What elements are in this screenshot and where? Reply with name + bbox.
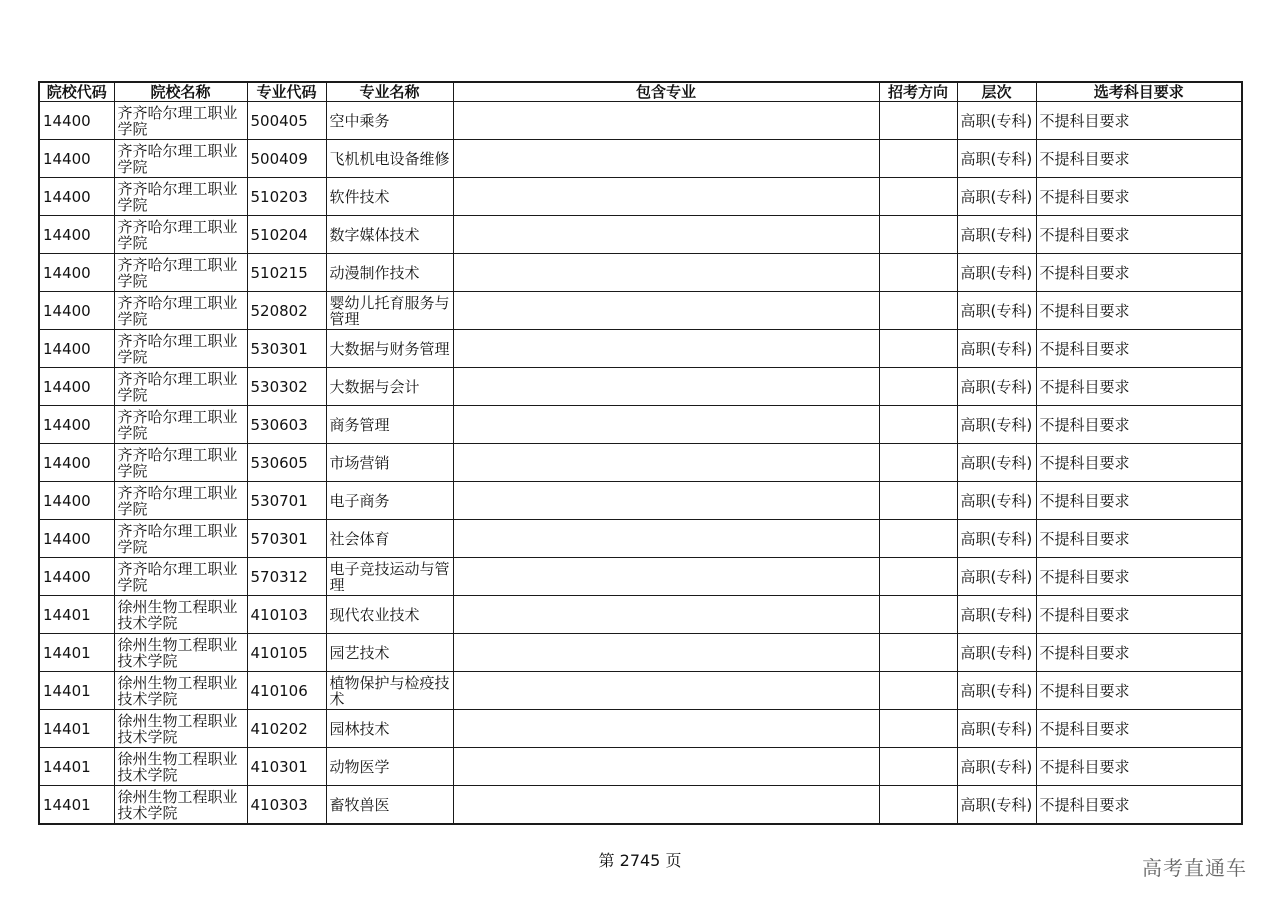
cell-school-code: 14401 (39, 748, 114, 786)
cell-subject-requirement: 不提科目要求 (1036, 672, 1242, 710)
cell-exam-direction (879, 368, 957, 406)
table-row (39, 596, 1242, 634)
cell-exam-direction (879, 520, 957, 558)
cell-subject-requirement: 不提科目要求 (1036, 102, 1242, 140)
cell-level: 高职(专科) (957, 368, 1036, 406)
cell-subject-requirement: 不提科目要求 (1036, 292, 1242, 330)
column-header-subject-requirement: 选考科目要求 (1036, 82, 1242, 102)
cell-included-majors (453, 596, 879, 634)
cell-school-name: 齐齐哈尔理工职业学院 (114, 406, 247, 444)
cell-subject-requirement: 不提科目要求 (1036, 482, 1242, 520)
cell-school-code: 14401 (39, 710, 114, 748)
cell-included-majors (453, 368, 879, 406)
cell-school-code: 14400 (39, 368, 114, 406)
cell-school-code: 14400 (39, 482, 114, 520)
cell-level: 高职(专科) (957, 178, 1036, 216)
cell-school-name: 齐齐哈尔理工职业学院 (114, 444, 247, 482)
cell-exam-direction (879, 482, 957, 520)
cell-exam-direction (879, 140, 957, 178)
cell-school-code: 14401 (39, 596, 114, 634)
cell-major-code: 410301 (247, 748, 326, 786)
cell-level: 高职(专科) (957, 102, 1036, 140)
cell-school-code: 14400 (39, 102, 114, 140)
cell-school-code: 14401 (39, 672, 114, 710)
cell-school-name: 齐齐哈尔理工职业学院 (114, 178, 247, 216)
cell-school-code: 14400 (39, 330, 114, 368)
cell-level: 高职(专科) (957, 672, 1036, 710)
column-header-exam-direction: 招考方向 (879, 82, 957, 102)
cell-included-majors (453, 292, 879, 330)
cell-major-code: 530302 (247, 368, 326, 406)
table-row (39, 520, 1242, 558)
cell-school-name: 徐州生物工程职业技术学院 (114, 710, 247, 748)
cell-major-name: 婴幼儿托育服务与管理 (326, 292, 453, 330)
cell-subject-requirement: 不提科目要求 (1036, 444, 1242, 482)
cell-major-name: 电子竞技运动与管理 (326, 558, 453, 596)
cell-major-code: 510215 (247, 254, 326, 292)
cell-exam-direction (879, 444, 957, 482)
cell-major-name: 市场营销 (326, 444, 453, 482)
column-header-school-code: 院校代码 (39, 82, 114, 102)
table-row (39, 786, 1242, 825)
cell-exam-direction (879, 216, 957, 254)
table-row (39, 178, 1242, 216)
cell-subject-requirement: 不提科目要求 (1036, 216, 1242, 254)
cell-included-majors (453, 444, 879, 482)
cell-included-majors (453, 558, 879, 596)
cell-subject-requirement: 不提科目要求 (1036, 596, 1242, 634)
cell-included-majors (453, 102, 879, 140)
cell-level: 高职(专科) (957, 254, 1036, 292)
cell-major-code: 510203 (247, 178, 326, 216)
cell-included-majors (453, 520, 879, 558)
cell-included-majors (453, 178, 879, 216)
cell-subject-requirement: 不提科目要求 (1036, 330, 1242, 368)
table-row (39, 672, 1242, 710)
cell-included-majors (453, 482, 879, 520)
cell-school-name: 齐齐哈尔理工职业学院 (114, 558, 247, 596)
cell-major-code: 410106 (247, 672, 326, 710)
cell-school-name: 齐齐哈尔理工职业学院 (114, 292, 247, 330)
cell-included-majors (453, 330, 879, 368)
cell-major-name: 社会体育 (326, 520, 453, 558)
table-row (39, 558, 1242, 596)
cell-school-code: 14400 (39, 216, 114, 254)
cell-major-name: 园艺技术 (326, 634, 453, 672)
cell-included-majors (453, 216, 879, 254)
cell-included-majors (453, 140, 879, 178)
table-row (39, 292, 1242, 330)
cell-exam-direction (879, 292, 957, 330)
cell-major-code: 520802 (247, 292, 326, 330)
cell-major-code: 570301 (247, 520, 326, 558)
cell-major-name: 电子商务 (326, 482, 453, 520)
cell-subject-requirement: 不提科目要求 (1036, 710, 1242, 748)
cell-level: 高职(专科) (957, 482, 1036, 520)
column-header-major-code: 专业代码 (247, 82, 326, 102)
cell-level: 高职(专科) (957, 786, 1036, 825)
cell-major-code: 410105 (247, 634, 326, 672)
cell-level: 高职(专科) (957, 140, 1036, 178)
cell-exam-direction (879, 634, 957, 672)
cell-school-name: 徐州生物工程职业技术学院 (114, 596, 247, 634)
cell-major-code: 510204 (247, 216, 326, 254)
cell-major-code: 500409 (247, 140, 326, 178)
cell-subject-requirement: 不提科目要求 (1036, 406, 1242, 444)
cell-exam-direction (879, 672, 957, 710)
cell-subject-requirement: 不提科目要求 (1036, 254, 1242, 292)
cell-school-name: 徐州生物工程职业技术学院 (114, 634, 247, 672)
cell-major-name: 数字媒体技术 (326, 216, 453, 254)
cell-major-name: 畜牧兽医 (326, 786, 453, 825)
column-header-school-name: 院校名称 (114, 82, 247, 102)
watermark-text: 高考直通车 (1142, 856, 1247, 880)
cell-school-name: 徐州生物工程职业技术学院 (114, 748, 247, 786)
cell-school-code: 14400 (39, 444, 114, 482)
cell-subject-requirement: 不提科目要求 (1036, 748, 1242, 786)
table-row (39, 406, 1242, 444)
cell-school-code: 14400 (39, 254, 114, 292)
cell-exam-direction (879, 406, 957, 444)
cell-level: 高职(专科) (957, 444, 1036, 482)
cell-major-code: 530603 (247, 406, 326, 444)
cell-level: 高职(专科) (957, 710, 1036, 748)
cell-major-code: 530301 (247, 330, 326, 368)
cell-level: 高职(专科) (957, 634, 1036, 672)
cell-level: 高职(专科) (957, 330, 1036, 368)
cell-level: 高职(专科) (957, 596, 1036, 634)
cell-school-name: 齐齐哈尔理工职业学院 (114, 140, 247, 178)
cell-subject-requirement: 不提科目要求 (1036, 558, 1242, 596)
cell-included-majors (453, 748, 879, 786)
cell-major-code: 530701 (247, 482, 326, 520)
cell-school-name: 徐州生物工程职业技术学院 (114, 672, 247, 710)
cell-major-name: 大数据与财务管理 (326, 330, 453, 368)
cell-school-code: 14400 (39, 292, 114, 330)
cell-level: 高职(专科) (957, 406, 1036, 444)
cell-exam-direction (879, 254, 957, 292)
table-row (39, 482, 1242, 520)
cell-school-name: 齐齐哈尔理工职业学院 (114, 368, 247, 406)
cell-exam-direction (879, 710, 957, 748)
cell-school-name: 齐齐哈尔理工职业学院 (114, 254, 247, 292)
cell-included-majors (453, 710, 879, 748)
cell-included-majors (453, 786, 879, 825)
cell-school-code: 14401 (39, 634, 114, 672)
table-row (39, 368, 1242, 406)
cell-major-name: 现代农业技术 (326, 596, 453, 634)
cell-exam-direction (879, 330, 957, 368)
cell-subject-requirement: 不提科目要求 (1036, 368, 1242, 406)
cell-school-name: 齐齐哈尔理工职业学院 (114, 102, 247, 140)
cell-subject-requirement: 不提科目要求 (1036, 178, 1242, 216)
cell-major-name: 空中乘务 (326, 102, 453, 140)
table-row (39, 140, 1242, 178)
cell-major-name: 动漫制作技术 (326, 254, 453, 292)
table-row (39, 254, 1242, 292)
table-row (39, 710, 1242, 748)
cell-level: 高职(专科) (957, 558, 1036, 596)
cell-major-name: 植物保护与检疫技术 (326, 672, 453, 710)
cell-school-code: 14400 (39, 178, 114, 216)
cell-subject-requirement: 不提科目要求 (1036, 634, 1242, 672)
table-row (39, 102, 1242, 140)
table-row (39, 634, 1242, 672)
cell-school-code: 14400 (39, 558, 114, 596)
cell-included-majors (453, 254, 879, 292)
cell-school-name: 齐齐哈尔理工职业学院 (114, 482, 247, 520)
cell-school-name: 齐齐哈尔理工职业学院 (114, 216, 247, 254)
table-body (39, 102, 1242, 825)
cell-major-name: 飞机机电设备维修 (326, 140, 453, 178)
cell-major-code: 410103 (247, 596, 326, 634)
cell-major-code: 570312 (247, 558, 326, 596)
cell-level: 高职(专科) (957, 748, 1036, 786)
table-row (39, 330, 1242, 368)
table-row (39, 444, 1242, 482)
cell-exam-direction (879, 596, 957, 634)
cell-major-code: 530605 (247, 444, 326, 482)
table-header (39, 82, 1242, 102)
cell-major-name: 动物医学 (326, 748, 453, 786)
cell-school-code: 14401 (39, 786, 114, 825)
column-header-included-majors: 包含专业 (453, 82, 879, 102)
cell-major-name: 软件技术 (326, 178, 453, 216)
column-header-level: 层次 (957, 82, 1036, 102)
cell-major-code: 500405 (247, 102, 326, 140)
cell-exam-direction (879, 178, 957, 216)
cell-major-name: 园林技术 (326, 710, 453, 748)
cell-level: 高职(专科) (957, 216, 1036, 254)
header-row (39, 82, 1242, 102)
cell-level: 高职(专科) (957, 520, 1036, 558)
cell-exam-direction (879, 558, 957, 596)
table-row (39, 748, 1242, 786)
cell-subject-requirement: 不提科目要求 (1036, 140, 1242, 178)
column-header-major-name: 专业名称 (326, 82, 453, 102)
cell-school-code: 14400 (39, 520, 114, 558)
cell-school-code: 14400 (39, 406, 114, 444)
cell-included-majors (453, 406, 879, 444)
cell-subject-requirement: 不提科目要求 (1036, 520, 1242, 558)
cell-school-name: 齐齐哈尔理工职业学院 (114, 330, 247, 368)
cell-subject-requirement: 不提科目要求 (1036, 786, 1242, 825)
cell-exam-direction (879, 748, 957, 786)
cell-exam-direction (879, 786, 957, 825)
cell-school-code: 14400 (39, 140, 114, 178)
cell-included-majors (453, 634, 879, 672)
cell-level: 高职(专科) (957, 292, 1036, 330)
cell-included-majors (453, 672, 879, 710)
cell-major-code: 410202 (247, 710, 326, 748)
cell-major-code: 410303 (247, 786, 326, 825)
cell-major-name: 大数据与会计 (326, 368, 453, 406)
table-row (39, 216, 1242, 254)
cell-school-name: 齐齐哈尔理工职业学院 (114, 520, 247, 558)
cell-exam-direction (879, 102, 957, 140)
page-number: 第 2745 页 (598, 851, 682, 870)
admissions-table (38, 81, 1243, 825)
cell-major-name: 商务管理 (326, 406, 453, 444)
cell-school-name: 徐州生物工程职业技术学院 (114, 786, 247, 825)
